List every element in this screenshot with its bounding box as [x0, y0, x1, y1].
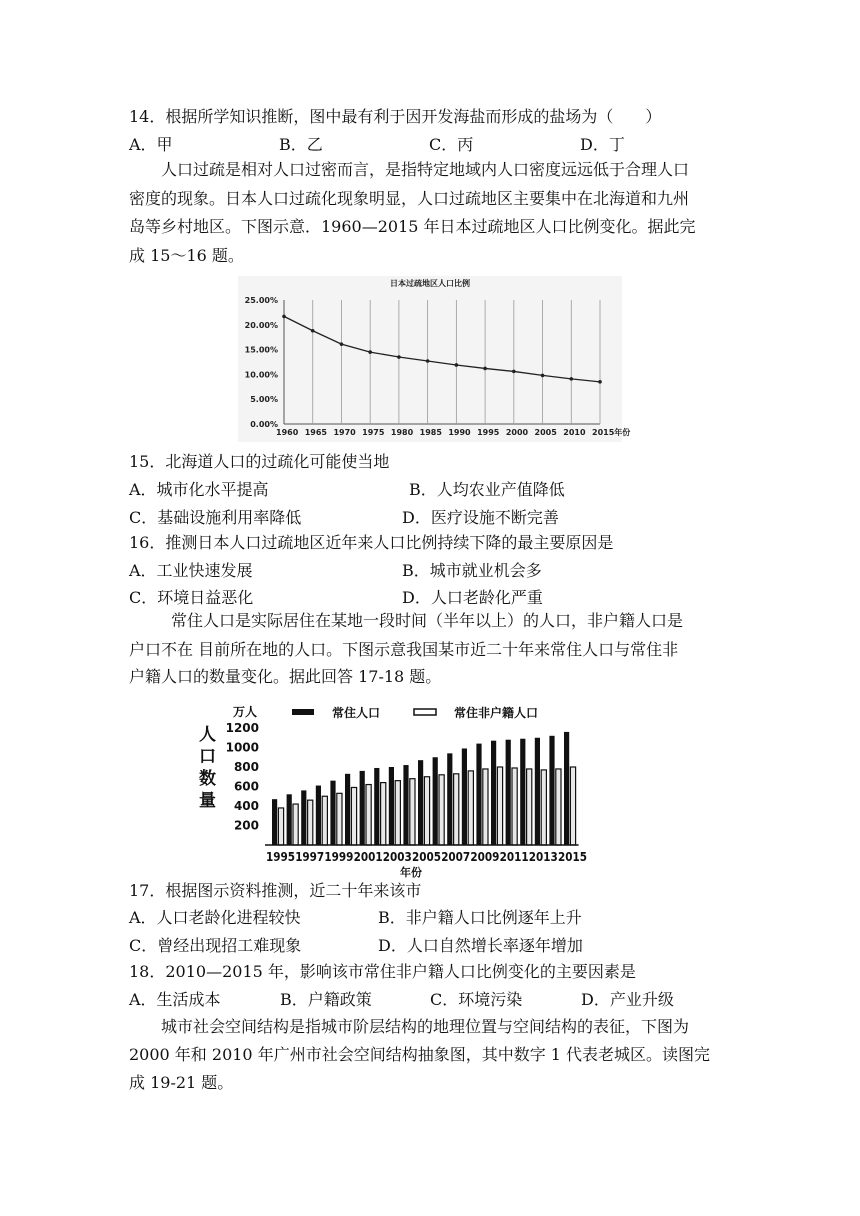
line-chart-x-tick: 1990 [448, 428, 471, 437]
q17-option-d: D．人口自然增长率逐年增加 [378, 936, 583, 955]
bar-chart-svg [195, 700, 585, 878]
bar-resident [345, 774, 350, 845]
bar-resident [462, 748, 467, 845]
line-chart-y-tick: 20.00% [244, 320, 278, 330]
bar-resident [447, 753, 452, 845]
bar-nonregistered [454, 774, 459, 845]
bar-chart-ylabel-char: 人 [199, 725, 216, 745]
line-chart-x-tick: 2000 [505, 428, 529, 437]
bar-nonregistered [351, 787, 356, 845]
bar-resident [287, 794, 292, 845]
bar-legend-label-nonregistered: 常住非户籍人口 [454, 706, 539, 720]
bar-resident [520, 739, 525, 845]
bar-nonregistered [468, 771, 473, 845]
q15-option-a: A．城市化水平提高 [129, 480, 269, 499]
intro2-line1: 常住人口是实际居住在某地一段时间（半年以上）的人口，非户籍人口是 [171, 611, 684, 630]
bar-nonregistered [483, 769, 488, 845]
bar-resident [506, 740, 511, 845]
bar-chart-y-tick: 200 [233, 818, 259, 833]
bar-nonregistered [366, 785, 371, 845]
bar-nonregistered [570, 767, 575, 845]
line-chart-point [368, 350, 372, 354]
q15-option-c: C．基础设施利用率降低 [129, 508, 302, 527]
bar-legend-label-resident: 常住人口 [332, 706, 381, 720]
bar-chart-y-tick: 1200 [225, 721, 259, 735]
line-chart-y-tick: 15.00% [244, 345, 278, 355]
bar-chart-x-tick: 2003 [382, 850, 412, 864]
bar-resident [403, 765, 408, 845]
bar-resident [535, 738, 540, 845]
bar-chart-ylabel-char: 口 [199, 747, 216, 767]
line-chart-y-tick: 5.00% [250, 395, 278, 405]
bar-resident [476, 744, 481, 845]
bar-chart-x-tick: 2005 [412, 850, 441, 864]
line-chart-y-tick: 25.00% [244, 296, 278, 305]
line-chart-title: 日本过疏地区人口比例 [390, 279, 470, 288]
q18-option-c: C．环境污染 [430, 990, 523, 1009]
line-chart-point [541, 374, 545, 378]
line-chart-point [569, 377, 573, 381]
intro2-line3: 户籍人口的数量变化。据此回答 17-18 题。 [129, 667, 442, 686]
bar-chart-y-tick: 1000 [225, 740, 259, 755]
bar-chart-y-tick: 600 [233, 779, 259, 794]
q18-option-b: B．户籍政策 [280, 990, 372, 1009]
bar-chart-x-tick: 1995 [266, 850, 295, 864]
line-chart-point [340, 342, 344, 346]
q16-option-b: B．城市就业机会多 [402, 561, 542, 580]
intro3-line3: 成 19-21 题。 [129, 1073, 234, 1092]
q16-option-a: A．工业快速发展 [129, 561, 253, 580]
question-16-stem: 16．推测日本人口过疏地区近年来人口比例持续下降的最主要原因是 [129, 533, 614, 552]
bar-chart-ylabel-char: 量 [199, 791, 216, 811]
line-chart-x-tick: 2010 [563, 428, 586, 437]
line-chart-x-tick: 1995 [477, 428, 500, 437]
q17-option-b: B．非户籍人口比例逐年上升 [378, 908, 582, 927]
q16-option-c: C．环境日益恶化 [129, 588, 254, 607]
q18-option-a: A．生活成本 [129, 990, 221, 1009]
bar-chart [195, 700, 585, 878]
line-chart-point [397, 355, 401, 359]
line-chart-point [426, 359, 430, 363]
bar-legend-swatch-resident [292, 709, 314, 715]
bar-resident [301, 790, 306, 845]
bar-nonregistered [308, 800, 313, 845]
bar-resident [418, 760, 423, 845]
q14-option-d: D．丁 [580, 135, 625, 154]
bar-nonregistered [278, 808, 283, 845]
q14-option-b: B．乙 [279, 135, 323, 154]
intro1-line3: 岛等乡村地区。下图示意．1960—2015 年日本过疏地区人口比例变化。据此完 [129, 217, 696, 236]
line-chart-point [311, 329, 315, 333]
line-chart-x-tick: 1980 [390, 428, 414, 437]
bar-chart-x-tick: 1999 [324, 850, 354, 864]
q17-option-a: A．人口老龄化进程较快 [129, 908, 301, 927]
line-chart-x-tick: 1965 [304, 428, 327, 437]
q15-option-b: B．人均农业产值降低 [409, 480, 565, 499]
bar-nonregistered [556, 769, 561, 845]
bar-chart-x-tick: 2011 [499, 850, 529, 864]
bar-chart-y-tick: 400 [233, 799, 259, 813]
intro2-line2: 户口不在 目前所在地的人口。下图示意我国某市近二十年来常住人口与常住非 [129, 640, 679, 659]
bar-chart-x-tick: 2001 [353, 850, 383, 864]
bar-nonregistered [512, 768, 517, 845]
bar-resident [549, 736, 554, 845]
line-chart-point [455, 363, 459, 367]
q18-option-d: D．产业升级 [581, 990, 674, 1009]
bar-nonregistered [541, 770, 546, 845]
line-chart-svg [238, 276, 631, 442]
question-17-stem: 17．根据图示资料推测，近二十年来该市 [129, 881, 422, 900]
intro3-line2: 2000 年和 2010 年广州市社会空间结构抽象图，其中数字 1 代表老城区。读图完 [129, 1045, 711, 1064]
bar-nonregistered [381, 783, 386, 845]
line-chart-point [598, 380, 602, 384]
q15-option-d: D．医疗设施不断完善 [402, 508, 559, 527]
line-chart-x-tick: 1985 [419, 428, 442, 437]
q14-option-a: A．甲 [129, 135, 173, 154]
bar-resident [272, 799, 277, 845]
line-chart-x-tick: 2005 [534, 428, 557, 437]
question-15-stem: 15．北海道人口的过疏化可能使当地 [129, 452, 390, 471]
line-chart-x-tick: 2015年份 [592, 428, 631, 437]
bar-nonregistered [395, 781, 400, 845]
bar-nonregistered [527, 769, 532, 845]
bar-chart-unit: 万人 [233, 705, 258, 719]
bar-chart-ylabel-char: 数 [199, 769, 216, 789]
bar-resident [389, 767, 394, 845]
line-chart-x-tick: 1975 [362, 428, 385, 437]
bar-nonregistered [337, 793, 342, 845]
line-chart-point [483, 367, 487, 371]
bar-resident [374, 768, 379, 845]
line-chart-x-tick: 1970 [333, 428, 356, 437]
line-chart-x-tick: 1960 [276, 428, 299, 437]
bar-chart-x-tick: 1997 [295, 850, 325, 864]
bar-resident [316, 786, 321, 845]
q14-option-c: C．丙 [429, 135, 474, 154]
intro1-line2: 密度的现象。日本人口过疏化现象明显，人口过疏地区主要集中在北海道和九州 [129, 189, 690, 208]
bar-resident [360, 771, 365, 845]
line-chart-y-tick: 10.00% [244, 370, 278, 380]
q17-option-c: C．曾经出现招工难现象 [129, 936, 302, 955]
bar-resident [564, 732, 569, 845]
bar-resident [330, 781, 335, 845]
bar-nonregistered [322, 796, 327, 845]
line-chart-y-tick: 0.00% [250, 420, 278, 429]
bar-nonregistered [410, 779, 415, 845]
intro3-line1: 城市社会空间结构是指城市阶层结构的地理位置与空间结构的表征，下图为 [161, 1017, 690, 1036]
bar-resident [491, 741, 496, 845]
bar-chart-x-tick: 2013 [528, 850, 558, 864]
bar-chart-xlabel: 年份 [400, 866, 422, 879]
bar-legend-swatch-nonregistered [414, 709, 436, 715]
question-18-stem: 18．2010—2015 年，影响该市常住非户籍人口比例变化的主要因素是 [129, 962, 636, 981]
intro1-line4: 成 15～16 题。 [129, 246, 244, 265]
bar-chart-x-tick: 2009 [470, 850, 500, 864]
bar-chart-x-tick: 2015 [558, 850, 587, 864]
bar-chart-y-tick: 800 [233, 760, 259, 774]
question-14-stem: 14．根据所学知识推断，图中最有利于因开发海盐而形成的盐场为（ ） [129, 107, 662, 126]
bar-resident [433, 757, 438, 845]
line-chart-point [282, 315, 286, 319]
bar-nonregistered [439, 775, 444, 845]
bar-nonregistered [424, 777, 429, 845]
line-chart [238, 276, 631, 442]
q16-option-d: D．人口老龄化严重 [402, 588, 543, 607]
line-chart-point [512, 370, 516, 374]
bar-nonregistered [293, 804, 298, 845]
intro1-line1: 人口过疏是相对人口过密而言，是指特定地域内人口密度远远低于合理人口 [161, 160, 690, 179]
bar-nonregistered [497, 767, 502, 845]
bar-chart-x-tick: 2007 [441, 850, 471, 864]
